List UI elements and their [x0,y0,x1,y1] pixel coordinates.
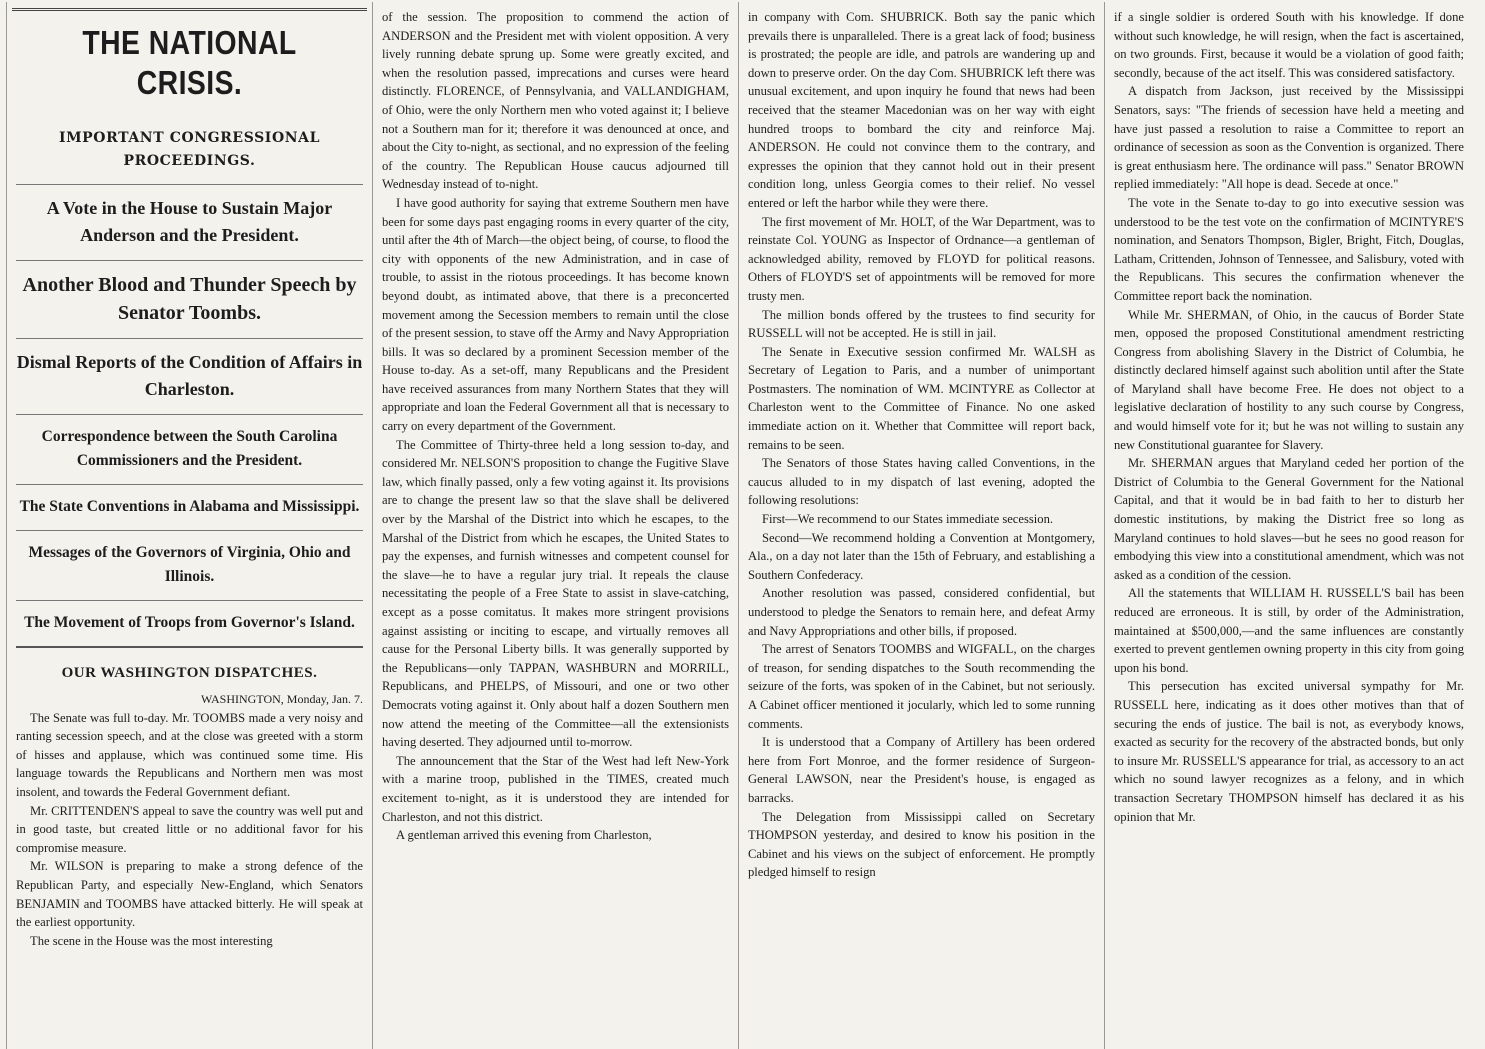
top-rule [12,8,367,15]
paragraph: The scene in the House was the most interesting [30,933,273,948]
headline-masthead: THE NATIONAL CRISIS. [82,24,297,101]
paragraph: The Senate in Executive session confirmed Mr. WALSH as Secretary of Legation to Paris, and a number of unimportant Postmasters. The nomination of WM. MCINTYRE as Collector at Charleston went to the Committee of Finance. No one asked immediate action on it. Whether that Committee will report back, remains to be seen. [748,344,1095,452]
paragraph: if a single soldier is ordered South with his knowledge. If done without such knowledge, he will resign, when the fact is ascertained, on two grounds. First, because it would be a violation of good faith; secondly, because of the act itself. This was considered satisfactory. [1114,10,1464,80]
paragraph: This persecution has excited universal sympathy for Mr. RUSSELL here, indicating as it does other motives than that of securing the ends of justice. The bail is not, as everybody knows, exacted as security for the recovery of the abstracted bonds, but only to insure Mr. RUSSELL'S appearance for trial, as accessory to an act which no sound lawyer recognizes as a felony, and in which transaction Secretary THOMPSON himself has declared it as his opinion that Mr. [1114,679,1464,824]
column-3 [738,2,1104,1049]
column-4 [1104,2,1473,1049]
section-title: OUR WASHINGTON DISPATCHES. [61,665,318,681]
headline-deck-8: The Movement of Troops from Governor's Island. [16,601,363,648]
column-1 [6,2,372,1049]
column-2 [372,2,738,1049]
headline-deck-3: Another Blood and Thunder Speech by Senator Toombs. [16,261,363,339]
paragraph: The arrest of Senators TOOMBS and WIGFALL, on the charges of treason, for sending dispatches to the South recommending the seizure of the forts, was spoken of in the Cabinet, but not seriously. A Cabinet officer mentioned it jocularly, which led to some running comments. [748,642,1095,731]
paragraph: The vote in the Senate to-day to go into executive session was understood to be the test vote on the confirmation of MCINTYRE'S nomination, and Senators Thompson, Bigler, Bright, Fitch, Douglas, Latham, Crittenden, Johnson of Tennessee, and Salisbury, voted with the Republicans. This secures the confirmation whenever the Committee report back the nomination. [1114,195,1464,303]
paragraph: While Mr. SHERMAN, of Ohio, in the caucus of Border State men, opposed the proposed Constitutional amendment restricting Congress from abolishing Slavery in the District of Columbia, he distinctly declared himself against such abolition until after the State of Maryland shall have become Free. He does not object to a legislative declaration of hostility to any such course by Congress, and would himself vote for it; but he was not willing to sustain any new Constitutional guarantee for Slavery. [1114,307,1464,452]
paragraph: A dispatch from Jackson, just received by the Mississippi Senators, says: "The friends of secession have held a meeting and have just passed a resolution to raise a Committee to report an ordinance of secession as soon as the Convention is organized. There is great enthusiasm here. The ordinance will pass." Senator BROWN replied immediately: "All hope is dead. Secede at once." [1114,84,1464,192]
paragraph: The Senators of those States having called Conventions, in the caucus alluded to in my dispatch of last evening, adopted the following resolutions: [748,456,1095,508]
paragraph: All the statements that WILLIAM H. RUSSELL'S bail has been reduced are erroneous. It is still, by order of the Administration, maintained at $500,000,—and the same influences are constantly exerted to prevent gentlemen owning property in this city from going upon his bond. [1114,586,1464,675]
paragraph: Mr. SHERMAN argues that Maryland ceded her portion of the District of Columbia to the General Government for the National Capital, and that it would be in bad faith to her to disturb her domestic institutions, by making the District free so long as Maryland continues to hold slaves—but he sees no good reason for embodying this view into a constitutional amendment, which was not asked as a condition of the cession. [1114,456,1464,582]
headline-deck-5: Correspondence between the South Carolina Commissioners and the President. [16,415,363,485]
paragraph: The Senate was full to-day. Mr. TOOMBS made a very noisy and ranting secession speech, and at the close was greeted with a storm of hisses and applause, which was continued some time. His language towards the Republicans and Northern men was most insolent, and towards the Federal Government defiant. [16,710,363,799]
paragraph: It is understood that a Company of Artillery has been ordered here from Fort Monroe, and the former residence of Surgeon-General LAWSON, near the President's house, is engaged as barracks. [748,735,1095,805]
headline-deck-1: IMPORTANT CONGRESSIONAL PROCEEDINGS. [16,117,363,185]
paragraph: The Committee of Thirty-three held a long session to-day, and considered Mr. NELSON'S proposition to change the Fugitive Slave law, which finally passed, only a few voting against it. Its provisions are to change the present law so that the slave shall be delivered over by the Marshal of the District into which he escapes, to the Marshal of the District from which he escapes, the United States to pay the expenses, and furnish witnesses and competent counsel for the slave—he to have a regular jury trial. It repeals the clause necessitating the people of a Free State to assist in slave-catching, except as a posse comitatus. It makes more stringent provisions against assisting or inciting to escape, and virtually removes all cause for the Personal Liberty bills. It was generally supported by the Republicans—only TAPPAN, WASHBURN and MORRILL, Republicans, and PHELPS, of Missouri, and one or two other Democrats voting against it. Only about half a dozen Southern men now attend the meeting of the Committee—all the extensionists having deserted. They adjourned until to-morrow. [382,437,729,750]
headline-deck-6: The State Conventions in Alabama and Mississippi. [16,485,363,531]
paragraph: Second—We recommend holding a Convention at Montgomery, Ala., on a day not later than the 15th of February, and establishing a Southern Confederacy. [748,530,1095,582]
paragraph: Mr. WILSON is preparing to make a strong defence of the Republican Party, and especially New-England, which Senators BENJAMIN and TOOMBS have attacked bitterly. He will speak at the earliest opportunity. [16,859,363,930]
paragraph: The announcement that the Star of the West had left New-York with a marine troop, published in the TIMES, created much excitement to-night, as it is understood they are intended for Charleston, and not this district. [382,753,729,824]
headline-deck-2: A Vote in the House to Sustain Major Anderson and the President. [16,185,363,261]
paragraph: The first movement of Mr. HOLT, of the War Department, was to reinstate Col. YOUNG as Inspector of Ordnance—a gentleman of acknowledged ability, removed by FLOYD for political reasons. Others of FLOYD'S set of appointments will be removed for more trusty men. [748,214,1095,303]
paragraph: The Delegation from Mississippi called on Secretary THOMPSON yesterday, and desired to know his position in the Cabinet and his views on the subject of enforcement. He promptly pledged himself to resign [748,809,1095,880]
dateline: WASHINGTON, Monday, Jan. 7. [201,692,363,706]
paragraph: Another resolution was passed, considered confidential, but understood to pledge the Senators to remain here, and defeat Army and Navy Appropriations and other bills, if proposed. [748,586,1095,638]
paragraph: Mr. CRITTENDEN'S appeal to save the country was well put and in good taste, but created little or no additional favor for his compromise measure. [16,803,363,855]
paragraph: of the session. The proposition to commend the action of ANDERSON and the President met with violent opposition. A very lively running debate sprung up. Some were greatly excited, and when the resolution passed, imprecations and curses were heard distinctly. FLORENCE, of Pennsylvania, and VALLANDIGHAM, of Ohio, were the only Northern men who voted against it; I believe not a Southern man for it; therefore it was denounced at once, and about the City to-night, as sectional, and no expression of the feeling of the country. The Republican House caucus adjourned till Wednesday instead of to-night. [382,10,729,192]
paragraph: A gentleman arrived this evening from Charleston, [396,828,652,843]
paragraph: I have good authority for saying that extreme Southern men have been for some days past engaging rooms in every quarter of the city, until after the 4th of March—the object being, of course, to flood the city with opponents of the new Administration, and in case of trouble, to assist in the riotous proceedings. It has become known beyond doubt, as intimated above, that there is a preconcerted movement among the Secession members to remain until the close of the present session, to stave off the Army and Navy Appropriation bills. It was so declared by a prominent Secession member of the House to-day. As a set-off, many Republicans and the President have received assurances from many Northern States that they will appropriate and loan the Federal Government all that is necessary to carry on every department of the Government. [382,195,729,434]
paragraph: First—We recommend to our States immediate secession. [762,512,1054,527]
headline-deck-4: Dismal Reports of the Condition of Affairs in Charleston. [16,339,363,415]
paragraph: in company with Com. SHUBRICK. Both say the panic which prevails there is unparalleled. There is a great lack of food; business is prostrated; the people are idle, and patrols are wandering up and down to preserve order. On the day Com. SHUBRICK left there was unusual excitement, and upon inquiry he found that news had been received that the steamer Macedonian was on her way with eight hundred troops to bombard the city and reinforce Maj. ANDERSON. He could not convince them to the contrary, and expresses the opinion that they cannot hold out in their present condition long, unless Georgia comes to their relief. No vessel entered or left the harbor while they were there. [748,10,1095,210]
paragraph: The million bonds offered by the trustees to find security for RUSSELL will not be accepted. He is still in jail. [748,307,1095,341]
headline-deck-7: Messages of the Governors of Virginia, Ohio and Illinois. [16,531,363,601]
